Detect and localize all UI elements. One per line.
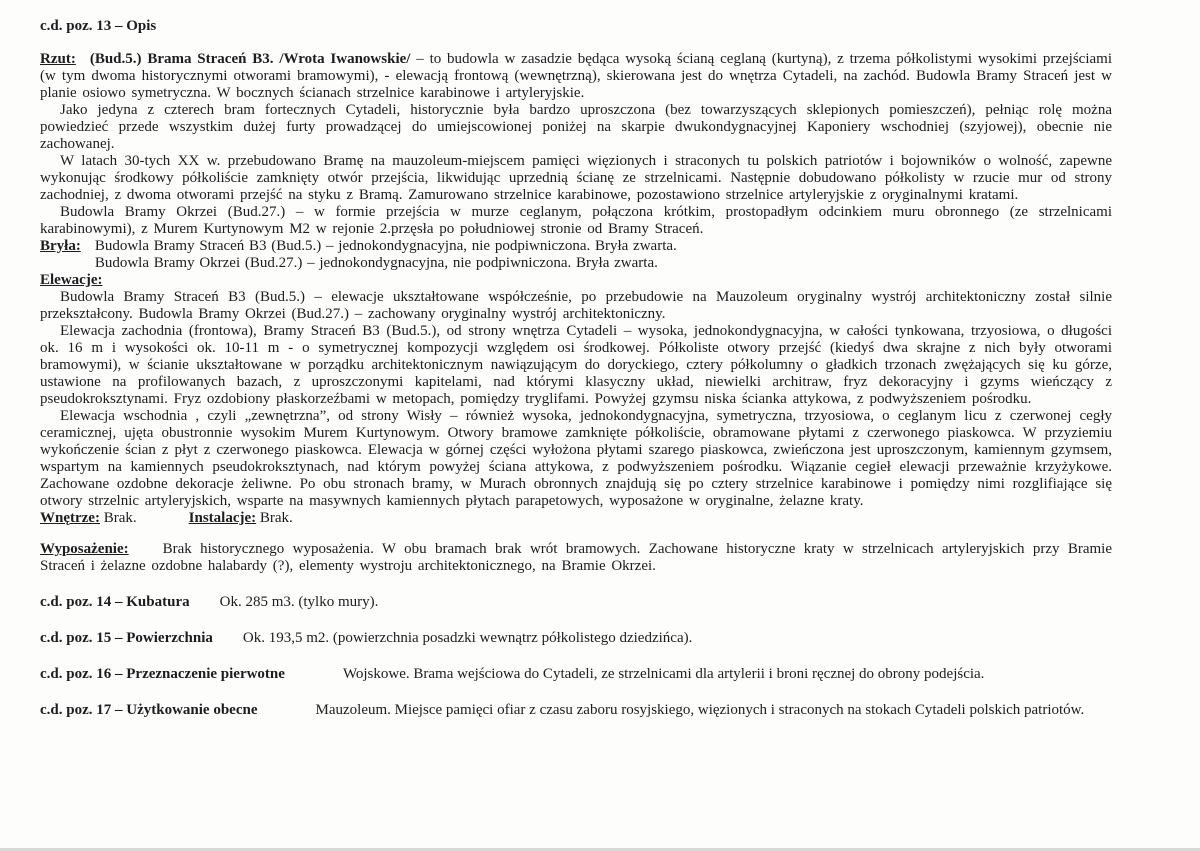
instalacje-label: Instalacje: (188, 510, 257, 526)
rzut-paragraph (40, 51, 1112, 102)
item-kubatura-label: c.d. poz. 14 – Kubatura (40, 594, 190, 610)
wyposazenie-text: Brak historycznego wyposażenia. W obu bramach brak wrót bramowych. Zachowane historyczne kraty w strzelnicach artyleryjskich przy Bramie Straceń i żelazne ozdobne halabardy (?), elementy wystroju architektonicznego, na Bramie Okrzei. (40, 541, 1112, 574)
elewacje-heading (40, 272, 1112, 289)
wnetrze-value: Brak. (103, 510, 137, 526)
item-przeznaczenie (40, 666, 1112, 683)
item-kubatura-value: Ok. 285 m3. (tylko mury). (219, 594, 379, 610)
wyposazenie-paragraph (40, 541, 1112, 575)
item-powierzchnia-value: Ok. 193,5 m2. (powierzchnia posadzki wewnątrz półkolistego dziedzińca). (242, 630, 693, 646)
item-powierzchnia-label: c.d. poz. 15 – Powierzchnia (40, 630, 213, 646)
rzut-intro-text: – to budowla w zasadzie będąca wysoką ścianą ceglaną (kurtyną), z trzema półkolistymi wysokimi przejściami (w tym dwoma historycznymi otworami bramowymi), - elewacją frontową (wewnętrzną), skierowana jest do wnętrza Cytadeli, na zachód. Budowla Bramy Straceń jest w planie osiowo symetryczna. W bocznych ścianach strzelnice karabinowe i artyleryjskie. (40, 51, 1112, 101)
bryla-section (40, 238, 1112, 272)
wnetrze-label: Wnętrze: (40, 510, 100, 526)
item-uzytkowanie-value: Mauzoleum. Miejsce pamięci ofiar z czasu zaboru rosyjskiego, więzionych i straconych na stokach Cytadeli polskich patriotów. (315, 702, 1085, 718)
bryla-line-2: Budowla Bramy Okrzei (Bud.27.) – jednokondygnacyjna, nie podpiwniczona. Bryła zwarta. (94, 255, 658, 271)
rzut-paragraph-3: W latach 30-tych XX w. przebudowano Bramę na mauzoleum-miejscem pamięci więzionych i straconych tu polskich patriotów i bojowników o wolność, zapewne wykonując środkowy półkoliście zamknięty otwór przejścia, likwidując uprzednią ścianę ze strzelnicami. Następnie dobudowano półkolisty w rzucie mur od strony zachodniej, z dwoma otworami przejść na styku z Bramą. Zamurowano strzelnice karabinowe, pozostawiono strzelnice artyleryjskie z oryginalnymi kratami. (40, 153, 1112, 203)
elewacje-paragraph-1: Budowla Bramy Straceń B3 (Bud.5.) – elewacje ukształtowane współcześnie, po przebudowie na Mauzoleum oryginalny wystrój architektoniczny został silnie przekształcony. Budowla Bramy Okrzei (Bud.27.) – zachowany oryginalny wystrój architektoniczny. (40, 289, 1112, 322)
wyposazenie-label: Wyposażenie: (40, 541, 129, 557)
item-kubatura (40, 594, 1112, 611)
elewacje-label: Elewacje: (40, 272, 103, 288)
elewacje-paragraph-2: Elewacja zachodnia (frontowa), Bramy Straceń B3 (Bud.5.), od strony wnętrza Cytadeli – wysoka, jednokondygnacyjna, w całości tynkowana, trzyosiowa, o długości ok. 16 m i wysokości ok. 10-11 m - o symetrycznej kompozycji względem osi środkowej. Półkoliste otwory przejść (kiedyś dwa skrajne z nich były otworami bramowymi), w ścianie ukształtowane w porządku architektonicznym nawiązującym do doryckiego, cztery półkolumny o gładkich trzonach zwężających się ku górze, ustawione na profilowanych bazach, z uproszczonymi kapitelami, nad którymi klasyczny układ, niewielki architraw, fryz dekoracyjny i gzyms wieńczący z pseudokroksztynami. Fryz ozdobiony płaskorzeźbami w metopach, pomiędzy tryglifami. Powyżej gzymsu niska ścianka attykowa, z podwyższeniem pośrodku. (40, 323, 1112, 407)
rzut-paragraph-2: Jako jedyna z czterech bram fortecznych Cytadeli, historycznie była bardzo uproszczona (bez towarzyszących sklepionych pomieszczeń), pełniąc rolę można powiedzieć przede wszystkim dużej furty prowadzącej do umiejscowionej poniżej na skarpie dwukondygnacyjnej Kaponiery wschodniej (szyjowej), obecnie nie zachowanej. (40, 102, 1112, 152)
rzut-paragraph-4: Budowla Bramy Okrzei (Bud.27.) – w formie przejścia w murze ceglanym, połączona krótkim, prostopadłym odcinkiem muru obronnego (ze strzelnicami karabinowymi), z Murem Kurtynowym M2 w rejonie 2.przęsła po południowej stronie od Bramy Straceń. (40, 204, 1112, 237)
page-title: c.d. poz. 13 – Opis (40, 18, 157, 34)
rzut-intro-bold: (Bud.5.) Brama Straceń B3. /Wrota Iwanowskie/ (89, 51, 411, 67)
bryla-line-1: Budowla Bramy Straceń B3 (Bud.5.) – jednokondygnacyjna, nie podpiwniczona. Bryła zwarta. (94, 238, 677, 254)
instalacje-value: Brak. (259, 510, 293, 526)
elewacje-paragraph-3: Elewacja wschodnia , czyli „zewnętrzna”, od strony Wisły – również wysoka, jednokondygnacyjna, symetryczna, trzyosiowa, o ceglanym licu z czerwonej cegły ceramicznej, ujęta obustronnie wysokim Murem Kurtynowym. Otwory bramowe zamknięte półkoliście, obramowane płytami z czerwonego piaskowca. W przyziemiu wykończenie ścian z płyt z czerwonego piaskowca. Elewacja w górnej części wyłożona płytami szarego piaskowca, zwieńczona jest uproszczonym, kamiennym gzymsem, wspartym na kamiennych pseudokroksztynach, nad którym powyżej ściana attykowa, z podwyższeniem pośrodku. Wiązanie cegieł elewacji przeważnie krzyżykowe. Zachowane ozdobne dekoracje żeliwne. Po obu stronach bramy, w Murach obronnych znajdują się po cztery strzelnice karabinowe i pomiędzy nimi rozglifiające się otwory strzelnic artyleryjskich, wsparte na masywnych kamiennych płytach parapetowych, wyposażone w oryginalne, żelazne kraty. (40, 408, 1112, 509)
bryla-body (95, 238, 677, 272)
wnetrze-instalacje-line (40, 510, 1112, 527)
item-uzytkowanie (40, 702, 1112, 719)
item-przeznaczenie-value: Wojskowe. Brama wejściowa do Cytadeli, ze strzelnicami dla artylerii i broni ręcznej do obrony podejścia. (342, 666, 985, 682)
item-powierzchnia (40, 630, 1112, 647)
rzut-label: Rzut: (40, 51, 76, 67)
bryla-label: Bryła: (40, 238, 81, 254)
item-uzytkowanie-label: c.d. poz. 17 – Użytkowanie obecne (40, 702, 258, 718)
item-przeznaczenie-label: c.d. poz. 16 – Przeznaczenie pierwotne (40, 666, 285, 682)
